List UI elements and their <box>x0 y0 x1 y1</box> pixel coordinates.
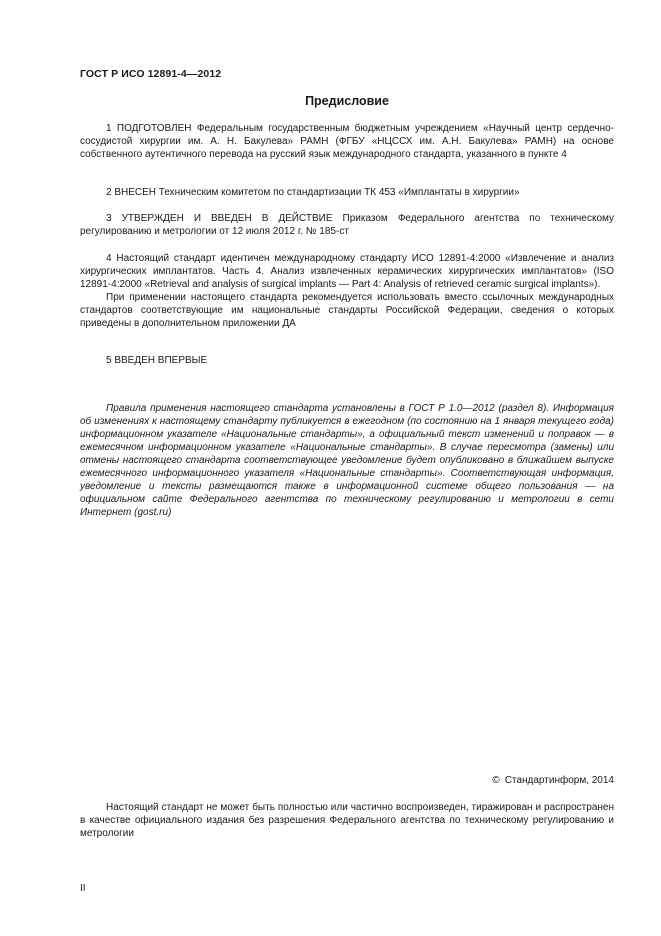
copyright-text: Стандартинформ, 2014 <box>504 775 614 786</box>
preface-paragraph: 1 ПОДГОТОВЛЕН Федеральным государственным бюджетным учреждением «Научный центр сердечно-сосудистой хирургии им. А. Н. Бакулева» РАМН (ФГБУ «НЦССХ им. А.Н. Бакулева» РАМН) на основе собственного аутентичного перевода на русский язык международного стандарта, указанного в пункте 4 <box>80 123 614 160</box>
copyright-line <box>492 775 614 786</box>
preface-paragraph: 3 УТВЕРЖДЕН И ВВЕДЕН В ДЕЙСТВИЕ Приказом Федерального агентства по техническому регулированию и метрологии от 12 июля 2012 г. № 185-ст <box>80 213 614 237</box>
document-code: ГОСТ Р ИСО 12891-4—2012 <box>80 68 222 80</box>
preface-paragraph: 2 ВНЕСЕН Техническим комитетом по стандартизации ТК 453 «Имплантаты в хирургии» <box>106 187 520 198</box>
preface-paragraph: 4 Настоящий стандарт идентичен международному стандарту ИСО 12891-4:2000 «Извлечение и анализ хирургических имплантатов. Часть 4. Анализ извлеченных керамических хирургических имплантатов» (ISO 12891-4:2000 «Retrieval and analysis of surgical implants — Part 4: Analysis of retrieved ceramic surgical implants»). <box>80 253 614 290</box>
preface-section-3 <box>80 212 614 238</box>
reproduction-notice <box>80 801 614 840</box>
document-page <box>80 0 614 936</box>
preface-section-4 <box>80 252 614 330</box>
page-number: II <box>80 883 86 894</box>
copyright-symbol: © <box>492 775 500 786</box>
preface-paragraph: 5 ВВЕДЕН ВПЕРВЫЕ <box>106 355 208 366</box>
reproduction-notice-text: Настоящий стандарт не может быть полностью или частично воспроизведен, тиражирован и распространен в качестве официального издания без разрешения Федерального агентства по техническому регулированию и метрологии <box>80 802 614 839</box>
preface-paragraph: При применении настоящего стандарта рекомендуется использовать вместо ссылочных международных стандартов соответствующие им национальные стандарты Российской Федерации, сведения о которых приведены в дополнительном приложении ДА <box>80 292 614 329</box>
preface-section-1 <box>80 122 614 161</box>
preface-title: Предисловие <box>305 94 389 108</box>
preface-section-2 <box>80 186 614 199</box>
application-rules-text: Правила применения настоящего стандарта установлены в ГОСТ Р 1.0—2012 (раздел 8). Информация об изменениях к настоящему стандарту публикуется в ежегодном (по состоянию на 1 января текущего года) информационном указателе «Национальные стандарты», а официальный текст изменений и поправок — в ежемесячном информационном указателе «Национальные стандарты». В случае пересмотра (замены) или отмены настоящего стандарта соответствующее уведомление будет опубликовано в ближайшем выпуске ежемесячного информационного указателя «Национальные стандарты». Соответствующая информация, уведомление и тексты размещаются также в информационной системе общего пользования — на официальном сайте Федерального агентства по техническому регулированию и метрологии в сети Интернет (gost.ru) <box>80 403 614 518</box>
preface-section-5 <box>80 354 614 367</box>
